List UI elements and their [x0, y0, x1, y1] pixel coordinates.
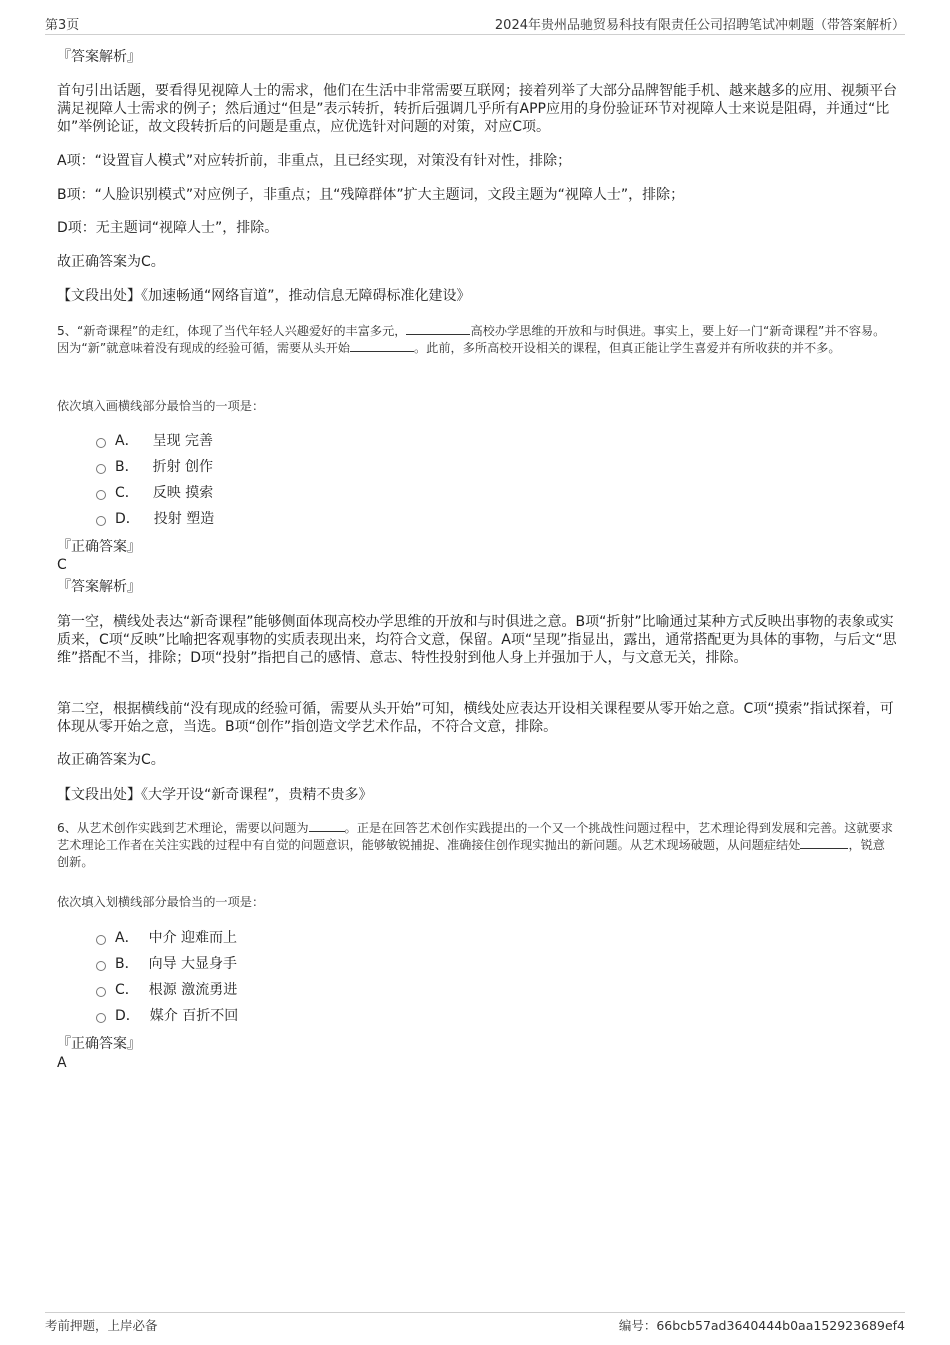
q5-blank-2	[350, 351, 414, 352]
q6-option-d[interactable]: D． 媒介 百折不回	[96, 1007, 238, 1025]
q6-option-b[interactable]: B． 向导 大显身手	[96, 955, 237, 973]
q5-conclusion: 故正确答案为C。	[57, 752, 165, 768]
prev-source: 【文段出处】《加速畅通“网络盲道”，推动信息无障碍标准化建设》	[57, 288, 471, 304]
footer-code: 编号：66bcb57ad3640444b0aa152923689ef4	[618, 1318, 905, 1333]
radio-icon[interactable]	[96, 464, 106, 474]
page-number: 第3页	[45, 18, 80, 33]
radio-icon[interactable]	[96, 987, 106, 997]
q5-source: 【文段出处】《大学开设“新奇课程”，贵精不贵多》	[57, 787, 373, 803]
q5-stem: 5、“新奇课程”的走红，体现了当代年轻人兴趣爱好的丰富多元， 高校办学思维的开放和与时俱进。事实上，要上好一门“新奇课程”并不容易。因为“新”就意味着没有现成的经验可循，需要从头开始 。此前，多所高校开设相关的课程，但真正能让学生喜爱并有所收获的并不多。	[57, 324, 886, 355]
radio-icon[interactable]	[96, 961, 106, 971]
q6-answer: A	[57, 1055, 67, 1071]
q5-option-a[interactable]: A． 呈现 完善	[96, 432, 213, 450]
q6-answer-label: 『正确答案』	[57, 1036, 141, 1052]
page-header	[45, 14, 905, 35]
q5-option-c[interactable]: C． 反映 摸索	[96, 484, 213, 502]
prev-option-d-analysis: D项：无主题词“视障人士”，排除。	[57, 220, 279, 236]
q6-option-c[interactable]: C． 根源 激流勇进	[96, 981, 237, 999]
q6-blank-2	[800, 848, 848, 849]
q6-stem: 6、从艺术创作实践到艺术理论，需要以问题为 。正是在回答艺术创作实践提出的一个又一个挑战性问题过程中，艺术理论得到发展和完善。这就要求艺术理论工作者在关注实践的过程中有自觉的问题意识，能够敏锐捕捉、准确接住创作现实抛出的新问题。从艺术现场破题，从问题症结处 ，锐意创新。	[57, 821, 893, 869]
q5-analysis-label: 『答案解析』	[57, 579, 141, 595]
document-title: 2024年贵州品驰贸易科技有限责任公司招聘笔试冲刺题（带答案解析）	[494, 18, 905, 33]
radio-icon[interactable]	[96, 490, 106, 500]
q6-blank-1	[309, 831, 345, 832]
radio-icon[interactable]	[96, 1013, 106, 1023]
radio-icon[interactable]	[96, 516, 106, 526]
q6-prompt: 依次填入划横线部分最恰当的一项是：	[57, 895, 265, 909]
radio-icon[interactable]	[96, 935, 106, 945]
q5-analysis-1: 第一空，横线处表达“新奇课程”能够侧面体现高校办学思维的开放和与时俱进之意。B项“折射”比喻通过某种方式反映出事物的表象或实质来，C项“反映”比喻把客观事物的实质表现出来，均符合文意，保留。A项“呈现”指显出，露出，通常搭配更为具体的事物，与后文“思维”搭配不当，排除；D项“投射”指把自己的感情、意志、特性投射到他人身上并强加于人，与文意无关，排除。	[57, 614, 897, 666]
q5-answer: C	[57, 557, 67, 573]
prev-option-a-analysis: A项：“设置盲人模式”对应转折前，非重点，且已经实现，对策没有针对性，排除；	[57, 153, 572, 169]
q5-prompt: 依次填入画横线部分最恰当的一项是：	[57, 399, 265, 413]
page-footer	[45, 1312, 905, 1334]
q5-blank-1	[406, 334, 470, 335]
q5-analysis-2: 第二空，根据横线前“没有现成的经验可循，需要从头开始”可知，横线处应表达开设相关课程要从零开始之意。C项“摸索”指试探着，可体现从零开始之意，当选。B项“创作”指创造文学艺术作品，不符合文意，排除。	[57, 701, 894, 735]
prev-option-b-analysis: B项：“人脸识别模式”对应例子，非重点；且“残障群体”扩大主题词，文段主题为“视障人士”，排除；	[57, 187, 685, 203]
q5-option-d[interactable]: D． 投射 塑造	[96, 510, 214, 528]
q5-option-b[interactable]: B． 折射 创作	[96, 458, 213, 476]
radio-icon[interactable]	[96, 438, 106, 448]
footer-slogan: 考前押题，上岸必备	[45, 1318, 158, 1333]
prev-analysis-label: 『答案解析』	[57, 49, 141, 65]
prev-analysis-text: 首句引出话题，要看得见视障人士的需求，他们在生活中非常需要互联网；接着列举了大部分品牌智能手机、越来越多的应用、视频平台满足视障人士需求的例子；然后通过“但是”表示转折，转折后强调几乎所有APP应用的身份验证环节对视障人士来说是阻碍，并通过“比如”举例论证，故文段转折后的问题是重点，应优选针对问题的对策，对应C项。	[57, 83, 897, 135]
q6-option-a[interactable]: A． 中介 迎难而上	[96, 929, 237, 947]
prev-conclusion: 故正确答案为C。	[57, 254, 165, 270]
q5-answer-label: 『正确答案』	[57, 539, 141, 555]
